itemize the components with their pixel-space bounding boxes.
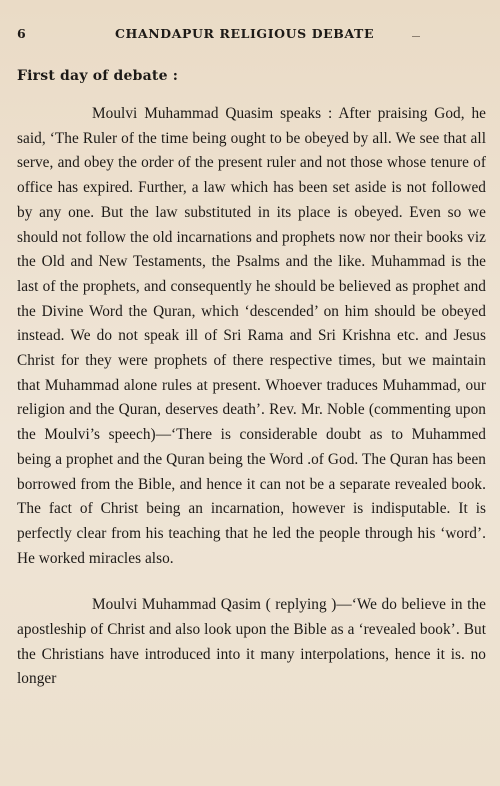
debate-paragraph-2: Moulvi Muhammad Qasim ( replying )—‘We do believe in the apostleship of Christ and also look upon the Bible as a ‘revealed book’. But the Christians have introduced into it many interpolations, hence it is. no longer — [17, 596, 486, 688]
page-number: 6 — [17, 26, 27, 41]
debate-paragraph-1: Moulvi Muhammad Quasim speaks : After praising God, he said, ‘The Ruler of the time being ought to be obeyed by all. We see that all serve, and obey the order of the present ruler and not those whose tenure of office has expired. Further, a law which has been set aside is not followed by any one. But the law substituted in its place is obeyed. Even so we should not follow the old incarnations and prophets now nor their books viz the Old and New Testaments, the Psalms and the like. Muhammad is the last of the prophets, and consequently he should be believed as prophet and the Divine Word the Quran, which ‘descended’ on him should be obeyed instead. We do not speak ill of Sri Rama and Sri Krishna etc. and Jesus Christ for they were prophets of there respective times, but we maintain that Muhammad alone rules at present. Whoever traduces Muhammad, our religion and the Quran, deserves death’. Rev. Mr. Noble (commenting upon the Moulvi’s speech)—‘There is considerable doubt as to Muhammed being a prophet and the Quran being the Word .of God. The Quran has been borrowed from the Bible, and hence it can not be a separate revealed book. The fact of Christ being an incarnation, however is indisputable. It is perfectly clear from his teaching that he led the people through his ‘word’. He worked miracles also. — [17, 105, 486, 567]
page-header — [17, 26, 486, 50]
running-title: CHANDAPUR RELIGIOUS DEBATE — [115, 26, 375, 41]
section-heading: First day of debate : — [17, 68, 179, 84]
header-dash-mark — [412, 36, 420, 37]
